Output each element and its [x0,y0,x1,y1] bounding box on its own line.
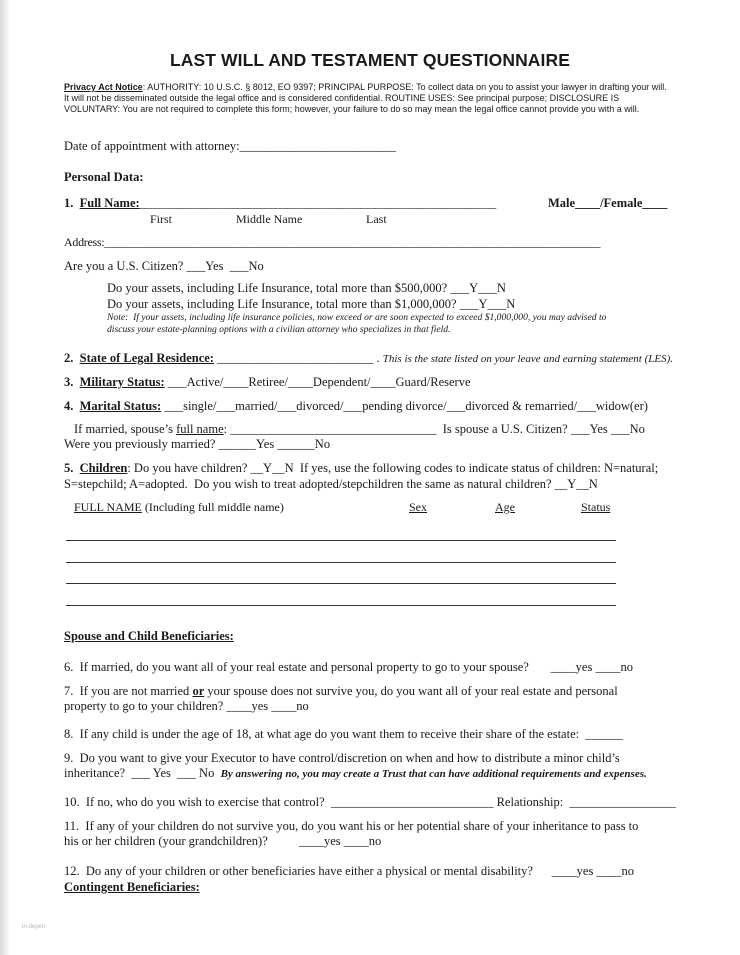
appointment-date-field[interactable]: Date of appointment with attorney:_________________________ [64,139,396,153]
watermark-text: in-depen [22,924,46,930]
personal-data-heading: Personal Data: [64,170,144,184]
contingent-beneficiaries-heading: Contingent Beneficiaries: [64,880,200,894]
full-name-label: Full Name: [79,196,140,210]
q3-number: 3. [64,375,80,389]
q9-answer[interactable]: inheritance? ___ Yes ___ No [64,766,221,780]
q5-number: 5. [64,461,80,475]
q10-question[interactable]: 10. If no, who do you wish to exercise that control? __________________________ Relationship: _________________ [64,795,676,809]
full-name-header-note: (Including full middle name) [141,500,284,514]
q8-question[interactable]: 8. If any child is under the age of 18, at what age do you want them to receive their share of the estate: ______ [64,727,623,741]
middle-name-caption: Middle Name [236,212,303,226]
marital-status-label: Marital Status: [79,399,162,413]
privacy-notice-label: Privacy Act Notice [64,82,143,92]
marital-status-row [64,399,648,414]
legal-residence-note: This is the state listed on your leave and earning statement (LES). [382,353,673,365]
first-name-caption: First [150,212,173,226]
children-table-name-header [74,500,284,515]
q7-question[interactable] [64,684,618,699]
spouse-prefix: If married, spouse’s [74,422,177,436]
children-codes-line[interactable]: S=stepchild; A=adopted. Do you wish to treat adopted/stepchildren the same as natural children? __Y__N [64,477,598,491]
q1-number: 1. [64,196,80,210]
spouse-name-row[interactable] [74,422,645,437]
q7-or: or [192,684,205,698]
spouse-name-field[interactable]: : _________________________________ Is spouse a U.S. Citizen? ___Yes ___No [223,422,645,436]
legal-residence-field[interactable]: _________________________ . [213,351,383,365]
q7-answer-line[interactable]: property to go to your children? ____yes ____no [64,699,309,713]
q9-question-line1: 9. Do you want to give your Executor to have control/discretion on when and how to distribute a minor child’s [64,751,620,765]
legal-residence-label: State of Legal Residence: [79,351,214,365]
citizen-question[interactable]: Are you a U.S. Citizen? ___Yes ___No [64,259,264,273]
assets-note-line1: Note: If your assets, including life insurance policies, now exceed or are soon expected to exceed $1,000,000, you may advised to [107,312,607,323]
q4-number: 4. [64,399,80,413]
full-name-row [64,196,496,211]
children-row [64,461,658,476]
child-entry-line-4[interactable] [66,605,616,606]
children-question[interactable]: : Do you have children? __Y__N If yes, use the following codes to indicate status of children: N=natural; [127,461,659,475]
q9-trust-note: By answering no, you may create a Trust that can have additional requirements and expenses. [220,768,647,780]
children-table-status-header: Status [581,500,611,514]
child-entry-line-1[interactable] [66,540,616,541]
page-title: LAST WILL AND TESTAMENT QUESTIONNAIRE [169,50,571,70]
page-edge-shadow [0,0,10,955]
previously-married-question[interactable]: Were you previously married? ______Yes ______No [64,437,331,451]
q11-answer-line[interactable]: his or her children (your grandchildren)? ____yes ____no [64,834,382,848]
q9-answer-line[interactable] [64,766,647,781]
beneficiaries-heading: Spouse and Child Beneficiaries: [64,629,234,643]
children-label: Children [79,461,128,475]
q12-question[interactable]: 12. Do any of your children or other beneficiaries have either a physical or mental disability? ____yes ____no [64,864,634,878]
q2-number: 2. [64,351,80,365]
last-name-caption: Last [366,212,387,226]
assets-1m-question[interactable]: Do your assets, including Life Insurance, total more than $1,000,000? ___Y___N [107,297,516,311]
full-name-field[interactable]: ______________________________________________________________ [139,198,497,210]
child-entry-line-2[interactable] [66,562,616,563]
spouse-full-name-label: full name [176,422,224,436]
sex-field[interactable]: Male____/Female____ [548,196,668,210]
privacy-notice [64,82,674,115]
military-status-label: Military Status: [79,375,165,389]
marital-status-options[interactable]: ___single/___married/___divorced/___pending divorce/___divorced & remarried/___widow(er) [161,399,648,413]
legal-residence-row [64,351,673,366]
q11-question-line1: 11. If any of your children do not survive you, do you want his or her potential share of your inheritance to pass to [64,819,639,833]
privacy-notice-text: : AUTHORITY: 10 U.S.C. § 8012, EO 9397; PRINCIPAL PURPOSE: To collect data on you to assist your lawyer in drafting your will. It will not be disseminated outside the legal office and is considered confidential. ROUTINE USES: See principal purpose; DISCLOSURE IS VOLUNTARY: You are not required to complete this form; however, your failure to do so may mean the legal office cannot provide you with a will. [64,82,667,114]
child-entry-line-3[interactable] [66,583,616,584]
assets-note-line2: discuss your estate-planning options with a civilian attorney who specializes in that field. [107,324,451,335]
children-table-sex-header: Sex [409,500,427,514]
address-field[interactable]: Address:_______________________________________________________________________________________ [64,235,601,249]
q7-text-a: 7. If you are not married [64,684,193,698]
children-table-age-header: Age [495,500,515,514]
q7-text-b: your spouse does not survive you, do you want all of your real estate and personal [204,684,618,698]
assets-500k-question[interactable]: Do your assets, including Life Insurance, total more than $500,000? ___Y___N [107,281,506,295]
full-name-header-label: FULL NAME [74,500,142,514]
q6-question[interactable]: 6. If married, do you want all of your real estate and personal property to go to your spouse? ____yes ____no [64,660,633,674]
military-status-options[interactable]: ___Active/____Retiree/____Dependent/____Guard/Reserve [164,375,471,389]
military-status-row [64,375,471,390]
